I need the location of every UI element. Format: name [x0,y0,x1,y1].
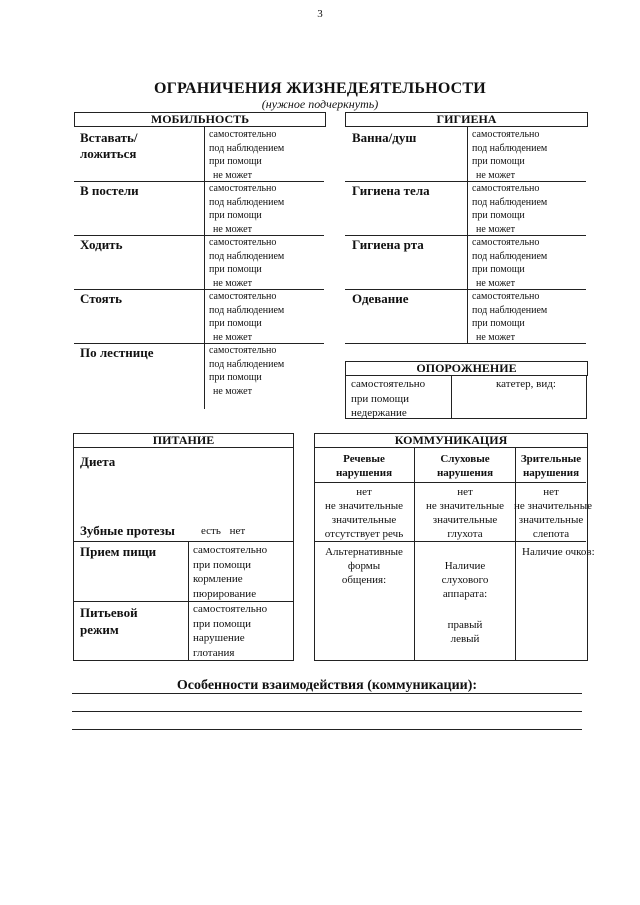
row-divider [73,541,293,542]
mobility-options-getup [209,128,284,182]
mobility-label-getup: Вставать/ ложиться [80,130,138,161]
option: не может [476,223,515,235]
hygiene-options-mouth [472,236,547,290]
dentures-label: Зубные протезы [80,523,175,538]
blank-line [72,729,582,730]
drink-options [193,602,267,660]
speech-alternative: Альтернативные формы общения: [325,546,403,586]
interaction-title: Особенности взаимодействия (коммуникации): [176,678,478,693]
option: при помощи [472,318,525,329]
option: при помощи [209,210,262,221]
page-number: 3 [317,8,323,20]
option: при помощи [209,156,262,167]
row-divider [345,181,586,182]
intake-options [193,543,267,601]
row-divider [74,181,324,182]
option: слепота [532,528,570,540]
option: недержание [351,407,407,419]
mobility-label-walk: Ходить [80,237,123,252]
option: глотания [193,646,235,659]
option: не может [213,277,252,289]
option: самостоятельно [193,544,268,556]
option: под наблюдением [209,250,285,262]
excretion-header: ОПОРОЖНЕНИЕ [345,361,588,376]
row-divider [74,235,324,236]
option: пюрирование [193,587,257,600]
option: под наблюдением [209,196,285,208]
mobility-options-stairs [209,344,284,398]
option: не значительные [514,500,592,512]
row-divider [345,235,586,236]
intake-label: Прием пищи [80,544,157,559]
option: нет [457,486,473,498]
option: самостоятельно [209,291,277,302]
option: под наблюдением [472,304,548,316]
option: самостоятельно [209,345,277,356]
option: нет [356,486,372,498]
nutrition-header: ПИТАНИЕ [73,433,294,448]
option: под наблюдением [472,142,548,154]
option: не может [213,385,252,397]
option: самостоятельно [351,378,426,390]
option: самостоятельно [472,183,540,194]
option: отсутствует речь [324,528,404,540]
hygiene-options-body [472,182,547,236]
option: при помощи [472,156,525,167]
option: самостоятельно [209,129,277,140]
comm-row-divider [314,541,586,542]
option: под наблюдением [209,304,285,316]
hygiene-options-bath [472,128,547,182]
option: при помощи [193,558,252,571]
option: самостоятельно [209,237,277,248]
option: самостоятельно [209,183,277,194]
hygiene-label-mouth: Гигиена рта [352,237,424,252]
option: под наблюдением [472,196,548,208]
row-divider [74,343,324,344]
drink-label: Питьевой режим [80,605,138,637]
option: при помощи [472,210,525,221]
page-subtitle: (нужное подчеркнуть) [261,97,379,111]
mobility-divider [204,127,205,409]
row-divider [74,289,324,290]
mobility-options-stand [209,290,284,344]
option: значительные [331,514,397,526]
blank-line [72,711,582,712]
option: при помощи [209,264,262,275]
hearing-aid: Наличие слухового аппарата: [441,560,489,600]
hygiene-label-dress: Одевание [352,291,409,306]
option: не значительные [426,500,504,512]
option: не может [213,223,252,235]
blank-line [72,693,582,694]
option: кормление [193,573,243,585]
option: не может [476,331,515,343]
glasses-label: Наличие очков: [522,546,595,558]
option: под наблюдением [472,250,548,262]
hearing-options [415,485,515,541]
option: под наблюдением [209,142,285,154]
option: не может [476,277,515,289]
catheter-label: катетер, вид: [496,378,556,390]
hearing-aid-side: правый левый [447,619,483,645]
dentures-options: есть нет [201,525,246,537]
vision-title: Зрительные нарушения [520,453,582,479]
diet-label: Диета [80,454,116,469]
option: при помощи [351,392,410,405]
option: не значительные [325,500,403,512]
option: самостоятельно [472,291,540,302]
mobility-label-bed: В постели [80,183,139,198]
vision-options [514,485,592,541]
hygiene-options-dress [472,290,547,344]
hygiene-label-bath: Ванна/душ [352,130,417,145]
hygiene-label-body: Гигиена тела [352,183,430,198]
comm-head-divider [314,482,586,483]
mobility-header: МОБИЛЬНОСТЬ [74,112,326,127]
speech-title: Речевые нарушения [335,453,393,479]
hearing-title: Слуховые нарушения [436,453,494,479]
row-divider [345,343,586,344]
option: при помощи [472,264,525,275]
excretion-divider [451,375,452,419]
option: не может [476,169,515,181]
option: глухота [447,528,483,540]
mobility-label-stand: Стоять [80,291,122,306]
communication-header: КОММУНИКАЦИЯ [314,433,588,448]
option: при помощи [209,372,262,383]
row-divider [345,289,586,290]
option: значительные [432,514,498,526]
option: нарушение [193,632,245,644]
excretion-options [351,377,425,421]
page-title: ОГРАНИЧЕНИЯ ЖИЗНЕДЕЯТЕЛЬНОСТИ [154,80,486,97]
option: не может [213,169,252,181]
option: при помощи [209,318,262,329]
option: значительные [518,514,584,526]
option: самостоятельно [472,237,540,248]
option: самостоятельно [472,129,540,140]
option: нет [543,486,559,498]
mobility-options-bed [209,182,284,236]
mobility-label-stairs: По лестнице [80,345,154,360]
mobility-options-walk [209,236,284,290]
option: не может [213,331,252,343]
speech-options [314,485,414,541]
option: самостоятельно [193,603,268,615]
option: при помощи [193,617,252,630]
hygiene-header: ГИГИЕНА [345,112,588,127]
option: под наблюдением [209,358,285,370]
